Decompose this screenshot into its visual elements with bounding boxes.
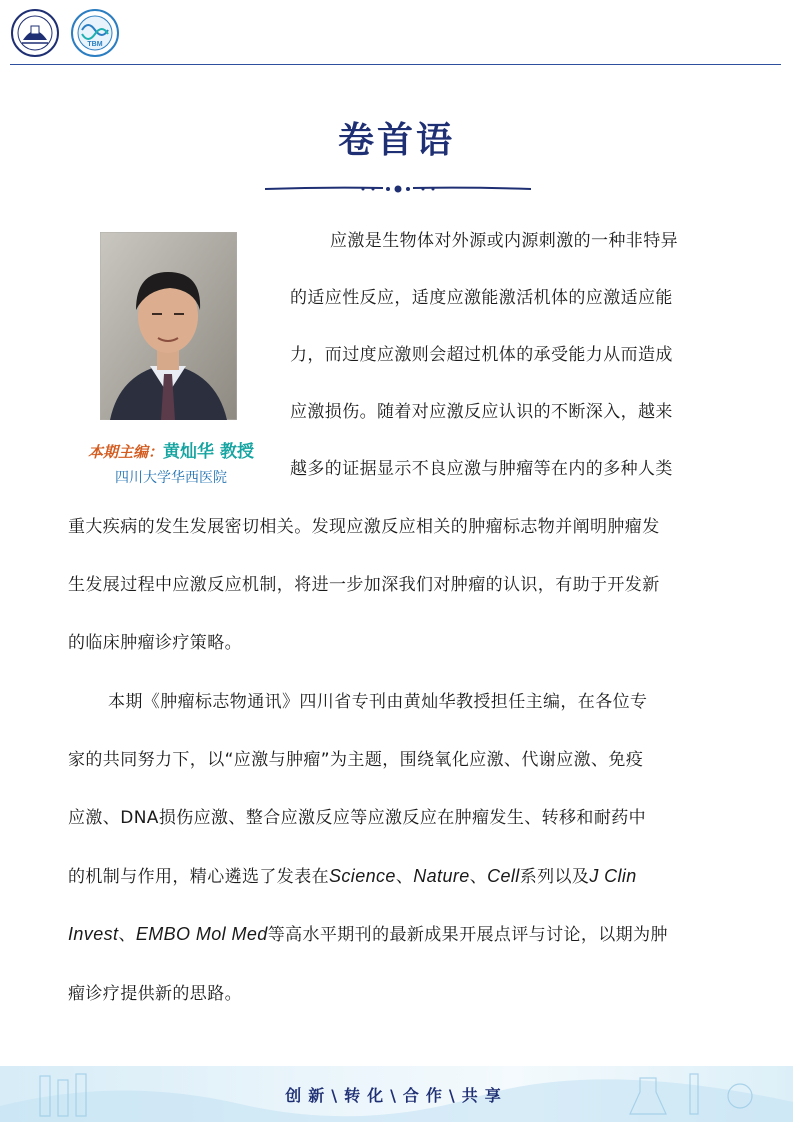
- svg-text:TBM: TBM: [87, 41, 103, 48]
- para2-line: [68, 922, 668, 947]
- footer-slogan: 创新\转化\合作\共享: [285, 1086, 508, 1105]
- line-text: 系列以及: [519, 867, 590, 887]
- journal-jclin: J Clin: [589, 866, 637, 886]
- journal-embo: EMBO Mol Med: [135, 924, 268, 944]
- para1-line: 的适应性反应，适度应激能激活机体的应激适应能: [290, 288, 673, 308]
- footer-band: [0, 1066, 793, 1122]
- para1-line: 生发展过程中应激反应机制，将进一步加深我们对肿瘤的认识，有助于开发新: [68, 575, 660, 595]
- editor-name: 黄灿华 教授: [163, 442, 254, 462]
- para1-line: 重大疾病的发生发展密切相关。发现应激反应相关的肿瘤标志物并阐明肿瘤发: [68, 517, 660, 537]
- editor-label: 本期主编：: [88, 443, 164, 461]
- para1-line: 应激是生物体对外源或内源刺激的一种非特异: [330, 231, 678, 251]
- para2-line: [68, 864, 637, 889]
- separator: 、: [395, 867, 414, 887]
- journal-invest: Invest: [68, 924, 119, 944]
- para1-line: 越多的证据显示不良应激与肿瘤等在内的多种人类: [290, 459, 673, 479]
- separator: 、: [469, 867, 488, 887]
- university-seal-icon: [10, 8, 60, 58]
- journal-science: Science: [329, 866, 396, 886]
- journal-cell: Cell: [487, 866, 520, 886]
- header-rule: [10, 64, 781, 65]
- para2-line: 本期《肿瘤标志物通讯》四川省专刊由黄灿华教授担任主编，在各位专: [108, 692, 648, 712]
- header-logos: [10, 8, 130, 62]
- para1-line: 的临床肿瘤诊疗策略。: [68, 633, 242, 653]
- para2-line: 应激、DNA损伤应激、整合应激反应等应激反应在肿瘤发生、转移和耐药中: [68, 808, 647, 828]
- tbm-society-logo-icon: [70, 8, 120, 58]
- para2-line: 家的共同努力下，以“应激与肿瘤”为主题，围绕氧化应激、代谢应激、免疫: [68, 750, 644, 770]
- para1-line: 应激损伤。随着对应激反应认识的不断深入，越来: [290, 402, 673, 422]
- editor-org: 四川大学华西医院: [115, 470, 227, 486]
- para2-line: 瘤诊疗提供新的思路。: [68, 984, 242, 1004]
- editor-portrait: [100, 232, 237, 420]
- editor-line: [60, 437, 282, 462]
- journal-nature: Nature: [413, 866, 470, 886]
- title-ornament: [265, 182, 531, 196]
- line-text: 的机制与作用，精心遴选了发表在: [68, 867, 329, 887]
- para1-line: 力，而过度应激则会超过机体的承受能力从而造成: [290, 345, 673, 365]
- page-title: 卷首语: [337, 119, 455, 161]
- separator: 、: [118, 925, 136, 945]
- line-text: 等高水平期刊的最新成果开展点评与讨论，以期为肿: [267, 925, 668, 945]
